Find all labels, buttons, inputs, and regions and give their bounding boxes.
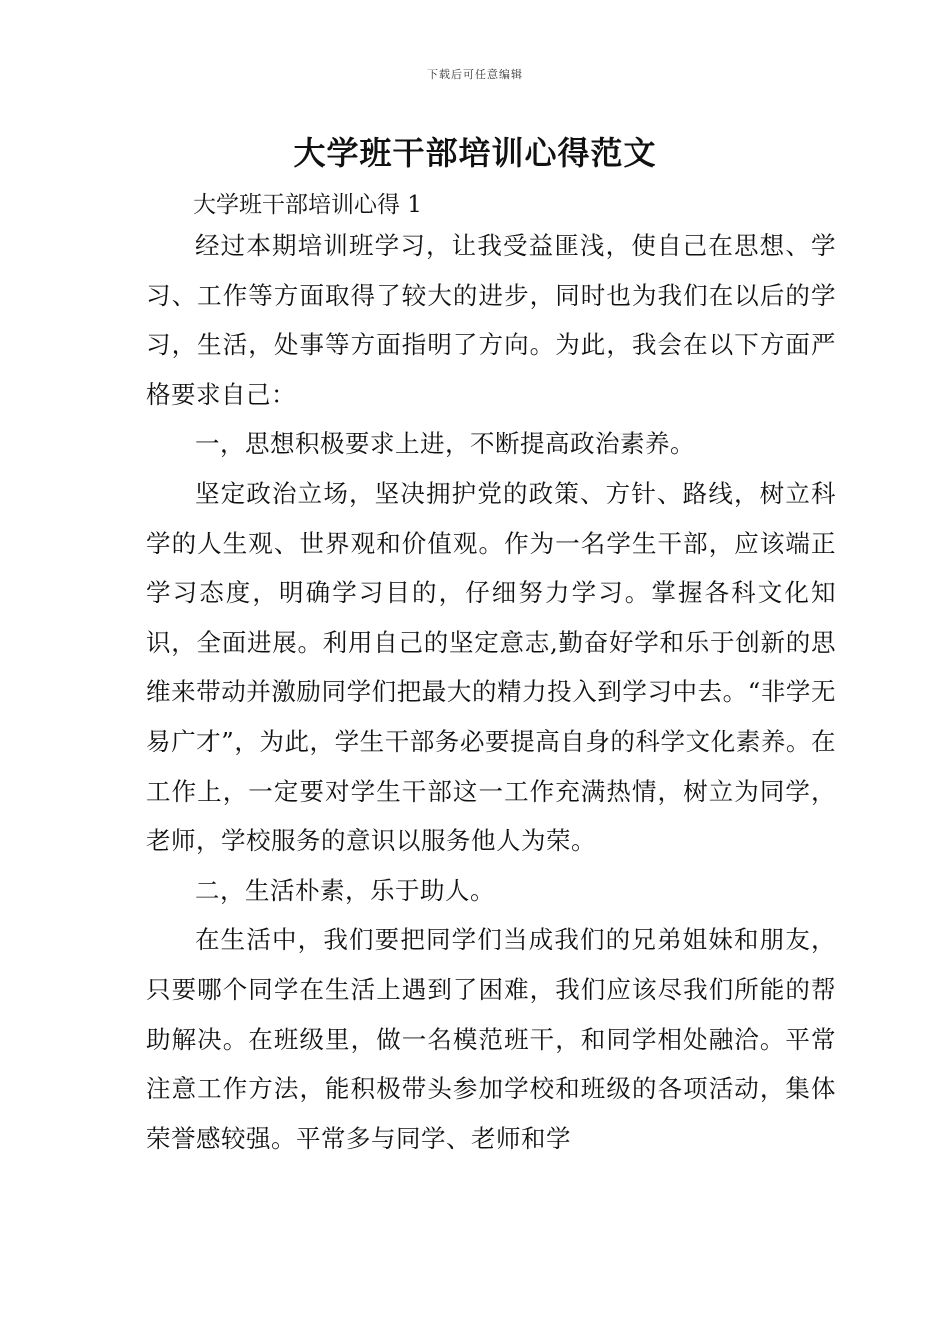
paragraph-heading-two: 二，生活朴素，乐于助人。 xyxy=(195,875,495,905)
section-subtitle: 大学班干部培训心得 1 xyxy=(193,192,422,218)
paragraph-politics: 坚定政治立场，坚决拥护党的政策、方针、路线，树立科学的人生观、世界观和价值观。作为一名学生干部，应该端正学习态度，明确学习目的，仔细努力学习。掌握各科文化知识，全面进展。利用自己的坚定意志,勤奋好学和乐于创新的思维来带动并激励同学们把最大的精力投入到学习中去。“非学无易广才”，为此，学生干部务必要提高自身的科学文化素养。在工作上，一定要对学生干部这一工作充满热情，树立为同学，老师，学校服务的意识以服务他人为荣。 xyxy=(146,478,836,856)
paragraph-heading-one: 一，思想积极要求上进，不断提高政治素养。 xyxy=(195,429,695,459)
paragraph-intro: 经过本期培训班学习，让我受益匪浅，使自己在思想、学习、工作等方面取得了较大的进步，同时也为我们在以后的学习，生活，处事等方面指明了方向。为此，我会在以下方面严格要求自己： xyxy=(146,231,836,409)
header-note: 下载后可任意编辑 xyxy=(427,68,523,81)
document-body xyxy=(146,221,836,1163)
document-title: 大学班干部培训心得范文 xyxy=(293,134,657,172)
paragraph-life: 在生活中，我们要把同学们当成我们的兄弟姐妹和朋友，只要哪个同学在生活上遇到了困难，我们应该尽我们所能的帮助解决。在班级里，做一名模范班干，和同学相处融洽。平常注意工作方法，能积极带头参加学校和班级的各项活动，集体荣誉感较强。平常多与同学、老师和学 xyxy=(146,925,836,1153)
